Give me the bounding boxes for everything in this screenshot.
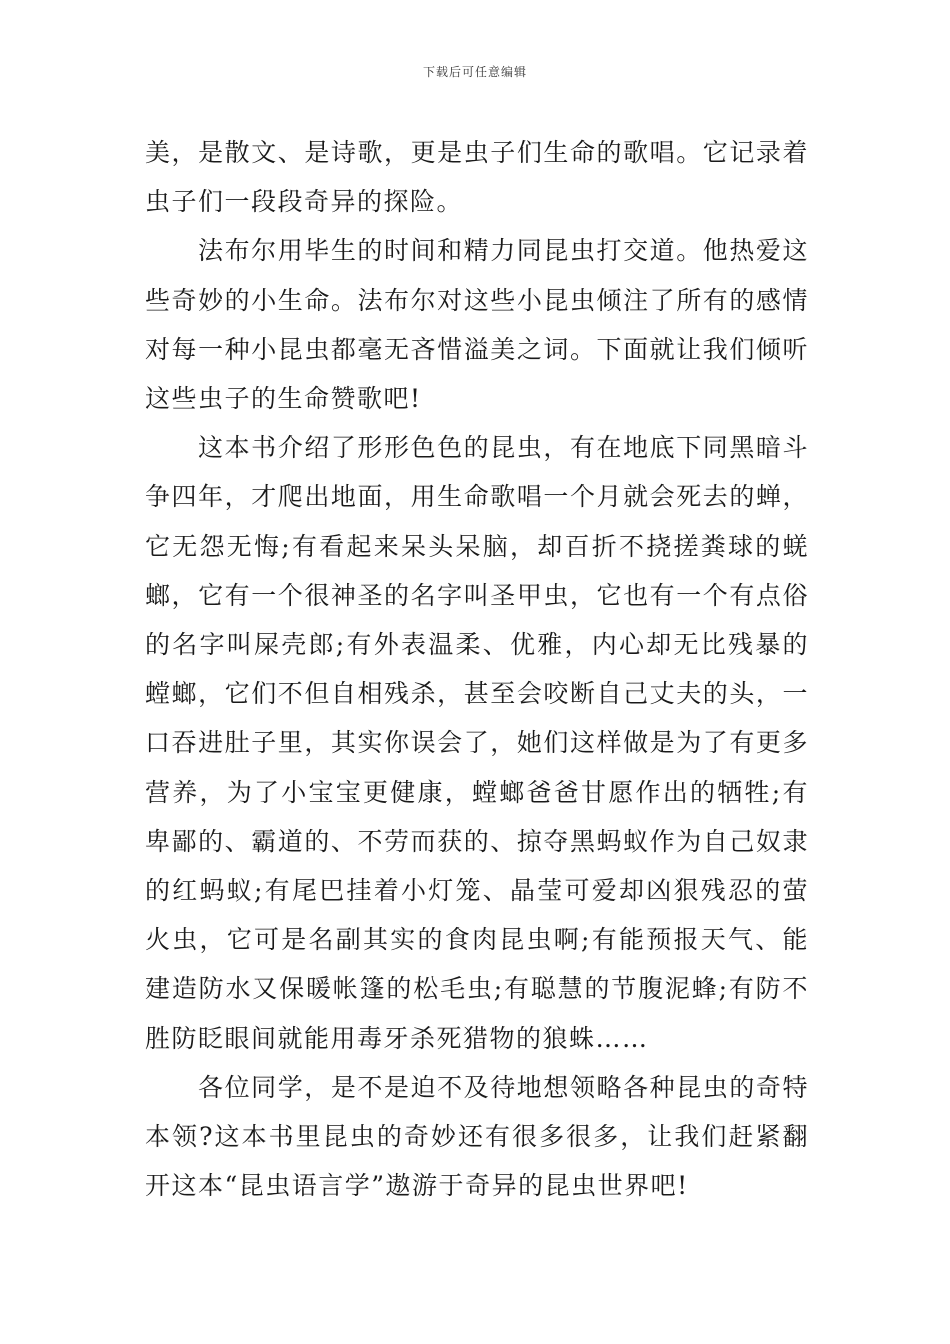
- paragraph-fabre: 法布尔用毕生的时间和精力同昆虫打交道。他热爱这些奇妙的小生命。法布尔对这些小昆虫倾注了所有的感情对每一种小昆虫都毫无吝惜溢美之词。下面就让我们倾听这些虫子的生命赞歌吧!: [145, 236, 809, 414]
- document-body: [145, 128, 809, 1210]
- page-header: 下载后可任意编辑: [422, 65, 527, 79]
- paragraph-continued: 美，是散文、是诗歌，更是虫子们生命的歌唱。它记录着虫子们一段段奇异的探险。: [145, 138, 809, 217]
- paragraph-conclusion: 各位同学，是不是迫不及待地想领略各种昆虫的奇特本领?这本书里昆虫的奇妙还有很多很多，让我们赶紧翻开这本“昆虫语言学”遨游于奇异的昆虫世界吧!: [145, 1072, 809, 1201]
- paragraph-insects: 这本书介绍了形形色色的昆虫，有在地底下同黑暗斗争四年，才爬出地面，用生命歌唱一个月就会死去的蝉，它无怨无悔;有看起来呆头呆脑，却百折不挠搓粪球的蜣螂，它有一个很神圣的名字叫圣甲虫，它也有一个有点俗的名字叫屎壳郎;有外表温柔、优雅，内心却无比残暴的螳螂，它们不但自相残杀，甚至会咬断自己丈夫的头，一口吞进肚子里，其实你误会了，她们这样做是为了有更多营养，为了小宝宝更健康，螳螂爸爸甘愿作出的牺牲;有卑鄙的、霸道的、不劳而获的、掠夺黑蚂蚁作为自己奴隶的红蚂蚁;有尾巴挂着小灯笼、晶莹可爱却凶狠残忍的萤火虫，它可是名副其实的食肉昆虫啊;有能预报天气、能建造防水又保暖帐篷的松毛虫;有聪慧的节腹泥蜂;有防不胜防眨眼间就能用毒牙杀死猎物的狼蛛……: [145, 433, 809, 1053]
